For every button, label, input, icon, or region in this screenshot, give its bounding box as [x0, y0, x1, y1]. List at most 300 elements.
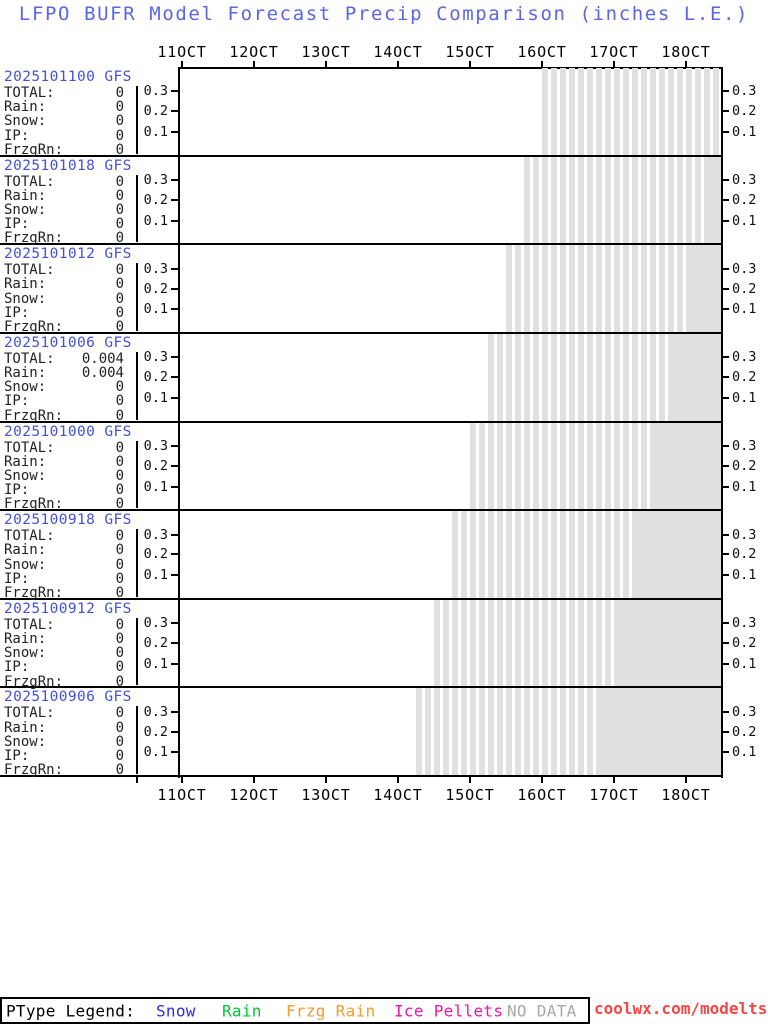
row-snow: [4, 469, 124, 483]
row-value: 0: [115, 762, 124, 779]
ytick-label-right: 0.1: [732, 744, 757, 761]
row-value: 0: [115, 173, 124, 190]
row-label: IP:: [4, 659, 30, 676]
row-label: FrzgRn:: [4, 762, 64, 779]
row-label: Rain:: [4, 187, 47, 204]
plot-area: [179, 245, 722, 332]
legend-item-snow: Snow: [156, 1001, 196, 1020]
ytick-label-right: 0.2: [732, 723, 757, 740]
ytick-right: [723, 220, 729, 222]
x-axis-label: 12OCT: [229, 43, 279, 61]
row-label: FrzgRn:: [4, 584, 64, 601]
row-rain: [4, 277, 124, 291]
plot-area: [179, 334, 722, 421]
ytick-label-left: 0.2: [143, 457, 168, 474]
row-label: IP:: [4, 216, 30, 233]
ytick-right: [723, 711, 729, 713]
row-value: 0: [115, 304, 124, 321]
row-frzgrn: [4, 320, 124, 334]
ytick-right: [723, 110, 729, 112]
ytick-right: [723, 199, 729, 201]
row-value: 0: [115, 379, 124, 396]
ytick-right: [723, 308, 729, 310]
ytick-label-left: 0.1: [143, 744, 168, 761]
ytick-label-right: 0.3: [732, 260, 757, 277]
ytick-left: [171, 751, 178, 753]
x-tick: [685, 777, 687, 783]
no-data-striped: [542, 68, 722, 155]
row-value: 0: [115, 141, 124, 158]
ytick-label-right: 0.2: [732, 635, 757, 652]
ytick-label-right: 0.1: [732, 301, 757, 318]
row-label: TOTAL:: [4, 705, 55, 722]
row-value: 0.004: [81, 350, 124, 367]
legend-title: PType Legend:: [6, 1001, 136, 1020]
panel: [0, 511, 757, 601]
precip-summary: [4, 706, 124, 777]
row-rain: [4, 100, 124, 114]
panel: [0, 688, 757, 779]
row-value: 0: [115, 113, 124, 130]
ytick-label-right: 0.2: [732, 369, 757, 386]
ytick-label-left: 0.1: [143, 124, 168, 141]
row-snow: [4, 114, 124, 128]
row-rain: [4, 632, 124, 646]
row-frzgrn: [4, 497, 124, 511]
ytick-left: [171, 288, 178, 290]
ytick-label-right: 0.2: [732, 457, 757, 474]
ytick-label-left: 0.3: [143, 349, 168, 366]
ytick-left: [171, 574, 178, 576]
ytick-left: [171, 131, 178, 133]
no-data-striped: [524, 157, 704, 244]
ytick-label-left: 0.2: [143, 723, 168, 740]
ytick-left: [171, 663, 178, 665]
legend-item-frzg-rain: Frzg Rain: [286, 1001, 376, 1020]
ytick-left: [171, 90, 178, 92]
ytick-label-right: 0.3: [732, 172, 757, 188]
row-label: IP:: [4, 304, 30, 321]
run-label: 2025101000 GFS: [4, 423, 132, 440]
x-axis-label: 11OCT: [157, 786, 207, 804]
row-value: 0: [115, 584, 124, 601]
ytick-label-right: 0.3: [732, 703, 757, 720]
row-value: 0: [115, 747, 124, 764]
ytick-left: [171, 179, 178, 181]
no-data-solid: [704, 157, 722, 244]
ytick-label-left: 0.1: [143, 301, 168, 318]
panel: [0, 245, 757, 335]
run-label: 2025101018 GFS: [4, 157, 132, 174]
row-label: Rain:: [4, 99, 47, 116]
row-label: Rain:: [4, 453, 47, 470]
no-data-solid: [614, 600, 722, 687]
ytick-label-right: 0.1: [732, 124, 757, 141]
x-axis-label: 14OCT: [373, 786, 423, 804]
row-ip: [4, 749, 124, 763]
ytick-label-right: 0.1: [732, 389, 757, 406]
x-axis-label: 18OCT: [661, 786, 711, 804]
ytick-right: [723, 731, 729, 733]
ytick-label-left: 0.2: [143, 546, 168, 563]
row-value: 0: [115, 276, 124, 293]
run-label: 2025101006 GFS: [4, 334, 132, 351]
row-ip: [4, 217, 124, 231]
ytick-label-left: 0.3: [143, 615, 168, 632]
ytick-right: [723, 179, 729, 181]
ytick-label-left: 0.3: [143, 437, 168, 454]
ytick-left: [171, 445, 178, 447]
row-label: Snow:: [4, 556, 47, 573]
row-snow: [4, 646, 124, 660]
row-label: TOTAL:: [4, 616, 55, 633]
ytick-label-right: 0.2: [732, 546, 757, 563]
panels: [0, 68, 757, 779]
row-rain: [4, 721, 124, 735]
row-value: 0: [115, 733, 124, 750]
no-data-striped: [434, 600, 614, 687]
panel: [0, 423, 757, 513]
no-data-striped: [452, 511, 632, 598]
run-label: 2025100918 GFS: [4, 512, 132, 529]
ytick-right: [723, 397, 729, 399]
row-value: 0: [115, 482, 124, 499]
ytick-left: [171, 486, 178, 488]
row-frzgrn: [4, 231, 124, 245]
x-axis-label: 16OCT: [517, 43, 567, 61]
row-rain: [4, 455, 124, 469]
x-axis-label: 14OCT: [373, 43, 423, 61]
row-frzgrn: [4, 675, 124, 689]
ytick-label-left: 0.3: [143, 260, 168, 277]
ytick-right: [723, 268, 729, 270]
row-ip: [4, 394, 124, 408]
ytick-left: [171, 534, 178, 536]
plot-area: [179, 688, 722, 775]
no-data-solid: [686, 245, 722, 332]
row-label: FrzgRn:: [4, 673, 64, 690]
row-value: 0: [115, 187, 124, 204]
ytick-label-right: 0.3: [732, 349, 757, 366]
row-label: FrzgRn:: [4, 496, 64, 513]
row-value: 0: [115, 127, 124, 144]
plot-area: [179, 157, 722, 244]
x-axis-label: 17OCT: [589, 786, 639, 804]
ytick-right: [723, 553, 729, 555]
row-ip: [4, 572, 124, 586]
row-label: Snow:: [4, 467, 47, 484]
ytick-label-left: 0.2: [143, 280, 168, 297]
row-label: IP:: [4, 127, 30, 144]
ytick-label-left: 0.2: [143, 369, 168, 386]
legend-item-no-data: NO DATA: [507, 1001, 577, 1020]
run-label: 2025100912 GFS: [4, 600, 132, 617]
row-total: [4, 263, 124, 277]
ytick-left: [171, 711, 178, 713]
ytick-left: [171, 553, 178, 555]
ytick-right: [723, 356, 729, 358]
row-label: FrzgRn:: [4, 141, 64, 158]
run-label: 2025101012 GFS: [4, 246, 132, 263]
row-value: 0: [115, 319, 124, 335]
row-value: 0: [115, 99, 124, 116]
row-value: 0: [115, 496, 124, 513]
row-snow: [4, 203, 124, 217]
row-value: 0: [115, 673, 124, 690]
x-tick: [469, 777, 471, 783]
no-data-solid: [632, 511, 722, 598]
ytick-label-right: 0.2: [732, 280, 757, 297]
row-frzgrn: [4, 763, 124, 777]
plot-area: [179, 68, 722, 155]
panel: [0, 334, 757, 424]
legend-item-rain: Rain: [222, 1001, 262, 1020]
row-ip: [4, 483, 124, 497]
ptype-legend: [0, 997, 590, 1024]
row-value: 0: [115, 542, 124, 559]
plot-right-border: [721, 67, 723, 778]
plot-left-border: [178, 67, 180, 778]
row-total: [4, 352, 124, 366]
row-value: 0: [115, 570, 124, 587]
ytick-right: [723, 445, 729, 447]
row-label: TOTAL:: [4, 173, 55, 190]
row-label: IP:: [4, 747, 30, 764]
row-label: Snow:: [4, 733, 47, 750]
row-total: [4, 529, 124, 543]
row-label: Rain:: [4, 365, 47, 382]
row-total: [4, 441, 124, 455]
row-total: [4, 618, 124, 632]
ytick-label-right: 0.2: [732, 191, 757, 208]
ytick-label-left: 0.1: [143, 389, 168, 406]
row-label: Snow:: [4, 379, 47, 396]
no-data-solid: [596, 688, 722, 775]
ytick-label-right: 0.1: [732, 567, 757, 584]
ytick-right: [723, 534, 729, 536]
row-total: [4, 706, 124, 720]
precip-summary: [4, 441, 124, 512]
ytick-label-right: 0.2: [732, 103, 757, 120]
ytick-left: [171, 397, 178, 399]
ytick-label-right: 0.1: [732, 212, 757, 229]
ytick-right: [723, 465, 729, 467]
ytick-right: [723, 486, 729, 488]
ytick-left: [171, 465, 178, 467]
row-label: TOTAL:: [4, 439, 55, 456]
x-axis-label: 13OCT: [301, 786, 351, 804]
precip-summary: [4, 352, 124, 423]
row-frzgrn: [4, 409, 124, 423]
row-snow: [4, 380, 124, 394]
row-frzgrn: [4, 143, 124, 157]
no-data-striped: [470, 423, 650, 510]
row-ip: [4, 129, 124, 143]
chart: [0, 68, 757, 779]
row-rain: [4, 543, 124, 557]
row-ip: [4, 306, 124, 320]
ytick-left: [171, 376, 178, 378]
row-label: Snow:: [4, 113, 47, 130]
row-frzgrn: [4, 586, 124, 600]
row-snow: [4, 735, 124, 749]
ytick-label-left: 0.3: [143, 83, 168, 100]
precip-summary: [4, 86, 124, 157]
ytick-label-left: 0.3: [143, 703, 168, 720]
x-tick: [181, 777, 183, 783]
row-value: 0: [115, 556, 124, 573]
x-axis-label: 13OCT: [301, 43, 351, 61]
row-value: 0: [115, 705, 124, 722]
run-label: 2025101100 GFS: [4, 69, 132, 85]
row-value: 0: [115, 659, 124, 676]
ytick-left: [171, 199, 178, 201]
no-data-striped: [506, 245, 686, 332]
row-value: 0: [115, 439, 124, 456]
page-title: LFPO BUFR Model Forecast Precip Comparison (inches L.E.): [18, 3, 750, 25]
x-axis-top: [157, 43, 722, 68]
ytick-label-right: 0.3: [732, 526, 757, 543]
ytick-label-left: 0.3: [143, 526, 168, 543]
x-axis-label: 18OCT: [661, 43, 711, 61]
row-label: Snow:: [4, 202, 47, 218]
x-tick: [541, 777, 543, 783]
row-value: 0: [115, 616, 124, 633]
no-data-striped: [416, 688, 596, 775]
row-value: 0: [115, 467, 124, 484]
row-label: Rain:: [4, 276, 47, 293]
ytick-right: [723, 751, 729, 753]
site-link[interactable]: coolwx.com/modelts: [594, 999, 768, 1018]
ytick-label-left: 0.1: [143, 212, 168, 229]
row-value: 0: [115, 407, 124, 424]
ytick-left: [171, 110, 178, 112]
row-snow: [4, 292, 124, 306]
row-value: 0: [115, 528, 124, 545]
ytick-label-left: 0.1: [143, 567, 168, 584]
x-tick: [253, 777, 255, 783]
row-label: TOTAL:: [4, 85, 55, 101]
ytick-label-right: 0.3: [732, 615, 757, 632]
ytick-right: [723, 376, 729, 378]
ytick-label-left: 0.1: [143, 655, 168, 672]
ytick-left: [171, 308, 178, 310]
ytick-right: [723, 622, 729, 624]
row-snow: [4, 558, 124, 572]
row-label: FrzgRn:: [4, 407, 64, 424]
row-label: FrzgRn:: [4, 230, 64, 247]
no-data-solid: [668, 334, 722, 421]
no-data-striped: [488, 334, 668, 421]
row-value: 0: [115, 630, 124, 647]
row-value: 0: [115, 290, 124, 307]
row-ip: [4, 660, 124, 674]
row-label: TOTAL:: [4, 528, 55, 545]
row-rain: [4, 366, 124, 380]
row-total: [4, 175, 124, 189]
row-label: IP:: [4, 482, 30, 499]
ytick-left: [171, 731, 178, 733]
row-label: TOTAL:: [4, 262, 55, 279]
ytick-label-left: 0.2: [143, 191, 168, 208]
row-value: 0: [115, 453, 124, 470]
ytick-right: [723, 642, 729, 644]
x-axis-label: 17OCT: [589, 43, 639, 61]
x-axis-label: 16OCT: [517, 786, 567, 804]
no-data-solid: [650, 423, 722, 510]
precip-summary: [4, 263, 124, 334]
plot-area: [179, 511, 722, 598]
panel: [0, 68, 757, 158]
plot-area: [179, 600, 722, 687]
row-label: Snow:: [4, 645, 47, 662]
ytick-left: [171, 356, 178, 358]
x-axis-label: 12OCT: [229, 786, 279, 804]
row-value: 0.004: [81, 365, 124, 382]
x-tick: [613, 777, 615, 783]
row-value: 0: [115, 230, 124, 247]
x-tick: [325, 777, 327, 783]
ytick-label-left: 0.2: [143, 103, 168, 120]
row-label: Snow:: [4, 290, 47, 307]
precip-summary: [4, 175, 124, 246]
ytick-label-right: 0.1: [732, 478, 757, 495]
ytick-label-right: 0.3: [732, 83, 757, 100]
ytick-left: [171, 622, 178, 624]
ytick-left: [171, 220, 178, 222]
row-label: FrzgRn:: [4, 319, 64, 335]
ytick-label-right: 0.1: [732, 655, 757, 672]
ytick-right: [723, 663, 729, 665]
row-value: 0: [115, 645, 124, 662]
panel: [0, 157, 757, 247]
x-axis-label: 15OCT: [445, 43, 495, 61]
x-axis-bottom: [157, 777, 722, 807]
row-label: IP:: [4, 570, 30, 587]
row-label: IP:: [4, 393, 30, 410]
ytick-right: [723, 131, 729, 133]
ytick-label-left: 0.2: [143, 635, 168, 652]
panel: [0, 600, 757, 690]
ytick-label-left: 0.3: [143, 172, 168, 188]
x-axis-label: 15OCT: [445, 786, 495, 804]
precip-summary: [4, 618, 124, 689]
ytick-left: [171, 268, 178, 270]
row-total: [4, 86, 124, 100]
row-rain: [4, 189, 124, 203]
row-value: 0: [115, 393, 124, 410]
left-column-divider-tick: [136, 777, 138, 783]
ytick-right: [723, 288, 729, 290]
row-value: 0: [115, 719, 124, 736]
x-axis-label: 11OCT: [157, 43, 207, 61]
ytick-right: [723, 90, 729, 92]
ytick-label-right: 0.3: [732, 437, 757, 454]
row-value: 0: [115, 202, 124, 218]
row-value: 0: [115, 85, 124, 101]
row-label: Rain:: [4, 542, 47, 559]
ytick-left: [171, 642, 178, 644]
row-value: 0: [115, 262, 124, 279]
row-value: 0: [115, 216, 124, 233]
row-label: TOTAL:: [4, 350, 55, 367]
precip-summary: [4, 529, 124, 600]
plot-area: [179, 423, 722, 510]
row-label: Rain:: [4, 630, 47, 647]
run-label: 2025100906 GFS: [4, 689, 132, 706]
ytick-label-left: 0.1: [143, 478, 168, 495]
ytick-right: [723, 574, 729, 576]
